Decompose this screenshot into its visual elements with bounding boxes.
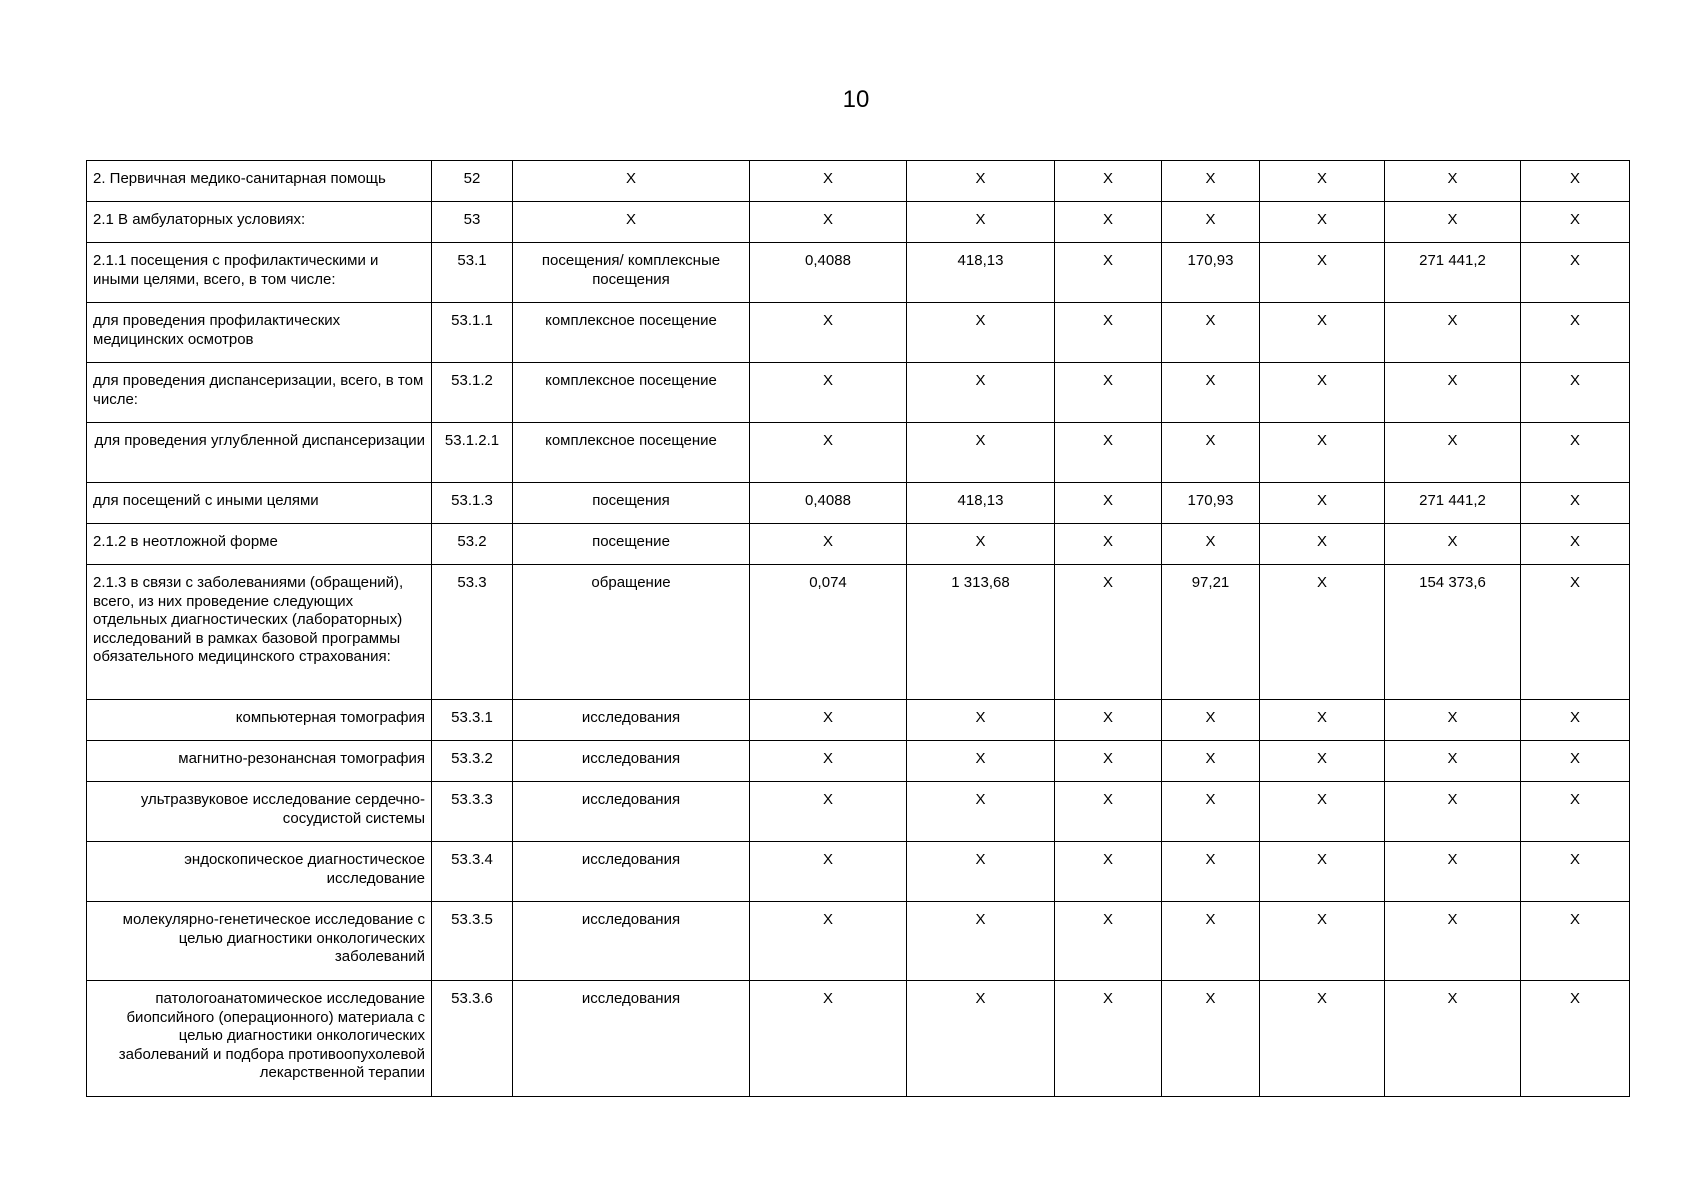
cell-value-4: Х [1162,363,1260,423]
cell-value-4: 170,93 [1162,483,1260,524]
cell-code: 53.3.4 [432,842,513,902]
cell-value-5: Х [1260,902,1385,981]
cell-value-6: Х [1385,363,1521,423]
cell-name: для проведения профилактических медицинских осмотров [87,303,432,363]
table-row [87,423,1630,483]
cell-value-7: Х [1521,524,1630,565]
cell-value-4: Х [1162,524,1260,565]
table-body [87,161,1630,1097]
table-row [87,303,1630,363]
cell-name: ультразвуковое исследование сердечно-сосудистой системы [87,782,432,842]
cell-value-6: Х [1385,782,1521,842]
cell-value-1: Х [750,782,907,842]
cell-value-5: Х [1260,483,1385,524]
table-row [87,483,1630,524]
cell-value-6: 154 373,6 [1385,565,1521,700]
cell-name: для посещений с иными целями [87,483,432,524]
cell-value-3: Х [1055,902,1162,981]
cell-value-2: Х [907,700,1055,741]
cell-value-1: Х [750,700,907,741]
cell-unit: Х [513,161,750,202]
cell-value-3: Х [1055,524,1162,565]
cell-value-1: Х [750,902,907,981]
cell-value-5: Х [1260,303,1385,363]
cell-value-5: Х [1260,981,1385,1097]
cell-unit: исследования [513,902,750,981]
cell-unit: посещения/ комплексные посещения [513,243,750,303]
cell-code: 52 [432,161,513,202]
cell-value-7: Х [1521,902,1630,981]
cell-code: 53.1.3 [432,483,513,524]
cell-value-4: Х [1162,741,1260,782]
cell-value-5: Х [1260,565,1385,700]
cell-code: 53 [432,202,513,243]
cell-value-3: Х [1055,782,1162,842]
cell-value-4: Х [1162,782,1260,842]
cell-code: 53.1 [432,243,513,303]
cell-unit: посещения [513,483,750,524]
cell-value-1: Х [750,524,907,565]
cell-value-5: Х [1260,741,1385,782]
table-row [87,842,1630,902]
cell-name: 2. Первичная медико-санитарная помощь [87,161,432,202]
cell-value-4: Х [1162,902,1260,981]
table-row [87,902,1630,981]
cell-value-2: Х [907,782,1055,842]
table-row [87,981,1630,1097]
cell-value-5: Х [1260,243,1385,303]
cell-value-1: Х [750,981,907,1097]
cell-name: патологоанатомическое исследование биопсийного (операционного) материала с целью диагностики онкологических заболеваний и подбора противоопухолевой лекарственной терапии [87,981,432,1097]
cell-value-5: Х [1260,202,1385,243]
cell-unit: комплексное посещение [513,303,750,363]
cell-value-2: Х [907,741,1055,782]
cell-value-4: Х [1162,303,1260,363]
cell-value-1: Х [750,202,907,243]
cell-value-5: Х [1260,842,1385,902]
cell-name: для проведения диспансеризации, всего, в том числе: [87,363,432,423]
cell-value-6: Х [1385,161,1521,202]
cell-value-1: 0,4088 [750,483,907,524]
cell-value-4: Х [1162,423,1260,483]
cell-unit: обращение [513,565,750,700]
cell-value-7: Х [1521,483,1630,524]
cell-value-2: Х [907,981,1055,1097]
cell-value-6: Х [1385,741,1521,782]
cell-value-7: Х [1521,981,1630,1097]
cell-name: 2.1.3 в связи с заболеваниями (обращений), всего, из них проведение следующих отдельных диагностических (лабораторных) исследований в рамках базовой программы обязательного медицинского страхования: [87,565,432,700]
cell-value-3: Х [1055,202,1162,243]
cell-value-3: Х [1055,700,1162,741]
cell-value-7: Х [1521,161,1630,202]
cell-value-7: Х [1521,565,1630,700]
cell-value-4: 170,93 [1162,243,1260,303]
cell-value-2: Х [907,363,1055,423]
cell-code: 53.1.2 [432,363,513,423]
cell-value-6: Х [1385,423,1521,483]
cell-value-1: Х [750,303,907,363]
cell-value-7: Х [1521,243,1630,303]
cell-name: эндоскопическое диагностическое исследование [87,842,432,902]
table-row [87,524,1630,565]
cell-name: для проведения углубленной диспансеризации [87,423,432,483]
cell-value-7: Х [1521,782,1630,842]
cell-code: 53.3.5 [432,902,513,981]
cell-unit: комплексное посещение [513,363,750,423]
cell-value-1: Х [750,423,907,483]
cell-value-1: Х [750,741,907,782]
cell-value-5: Х [1260,782,1385,842]
cell-value-3: Х [1055,423,1162,483]
cell-unit: исследования [513,741,750,782]
cell-unit: комплексное посещение [513,423,750,483]
cell-name: компьютерная томография [87,700,432,741]
table-row [87,700,1630,741]
cell-value-4: Х [1162,202,1260,243]
cell-value-3: Х [1055,842,1162,902]
cell-value-3: Х [1055,565,1162,700]
cell-value-7: Х [1521,842,1630,902]
cell-value-3: Х [1055,981,1162,1097]
cell-value-2: 418,13 [907,483,1055,524]
cell-value-4: 97,21 [1162,565,1260,700]
cell-name: 2.1.2 в неотложной форме [87,524,432,565]
cell-value-2: Х [907,524,1055,565]
cell-code: 53.3.3 [432,782,513,842]
cell-value-1: Х [750,363,907,423]
cell-unit: посещение [513,524,750,565]
cell-unit: исследования [513,842,750,902]
cell-value-3: Х [1055,741,1162,782]
page-number: 10 [842,86,870,113]
cell-value-2: Х [907,902,1055,981]
cell-value-6: Х [1385,700,1521,741]
cell-value-5: Х [1260,423,1385,483]
cell-value-6: 271 441,2 [1385,243,1521,303]
cell-code: 53.3.6 [432,981,513,1097]
cell-unit: исследования [513,782,750,842]
cell-value-6: Х [1385,981,1521,1097]
cell-value-7: Х [1521,741,1630,782]
cell-value-4: Х [1162,161,1260,202]
cell-value-3: Х [1055,303,1162,363]
cell-value-7: Х [1521,423,1630,483]
table-row [87,202,1630,243]
cell-value-2: 1 313,68 [907,565,1055,700]
table-row [87,243,1630,303]
cell-value-6: Х [1385,303,1521,363]
cell-unit: исследования [513,700,750,741]
cell-name: 2.1.1 посещения с профилактическими и иными целями, всего, в том числе: [87,243,432,303]
cell-value-3: Х [1055,363,1162,423]
cell-value-7: Х [1521,363,1630,423]
data-table [86,160,1630,1097]
cell-value-2: 418,13 [907,243,1055,303]
cell-value-6: Х [1385,902,1521,981]
cell-value-5: Х [1260,161,1385,202]
cell-value-6: Х [1385,524,1521,565]
cell-value-3: Х [1055,161,1162,202]
cell-value-3: Х [1055,243,1162,303]
cell-value-6: Х [1385,842,1521,902]
cell-unit: Х [513,202,750,243]
cell-unit: исследования [513,981,750,1097]
cell-code: 53.3.2 [432,741,513,782]
cell-value-1: Х [750,842,907,902]
cell-value-4: Х [1162,700,1260,741]
cell-value-2: Х [907,161,1055,202]
cell-value-3: Х [1055,483,1162,524]
cell-value-2: Х [907,423,1055,483]
cell-value-4: Х [1162,981,1260,1097]
cell-code: 53.3 [432,565,513,700]
cell-value-5: Х [1260,524,1385,565]
cell-value-7: Х [1521,202,1630,243]
cell-value-6: 271 441,2 [1385,483,1521,524]
cell-name: 2.1 В амбулаторных условиях: [87,202,432,243]
table-row [87,363,1630,423]
cell-value-2: Х [907,842,1055,902]
table-row [87,161,1630,202]
cell-code: 53.1.1 [432,303,513,363]
table-row [87,782,1630,842]
cell-value-1: 0,4088 [750,243,907,303]
cell-value-1: 0,074 [750,565,907,700]
cell-value-2: Х [907,303,1055,363]
cell-value-7: Х [1521,700,1630,741]
cell-value-2: Х [907,202,1055,243]
cell-name: молекулярно-генетическое исследование с целью диагностики онкологических заболеваний [87,902,432,981]
cell-value-4: Х [1162,842,1260,902]
cell-code: 53.1.2.1 [432,423,513,483]
cell-value-1: Х [750,161,907,202]
cell-value-6: Х [1385,202,1521,243]
cell-code: 53.3.1 [432,700,513,741]
cell-value-7: Х [1521,303,1630,363]
table-row [87,741,1630,782]
table-row [87,565,1630,700]
cell-code: 53.2 [432,524,513,565]
cell-value-5: Х [1260,363,1385,423]
cell-value-5: Х [1260,700,1385,741]
cell-name: магнитно-резонансная томография [87,741,432,782]
